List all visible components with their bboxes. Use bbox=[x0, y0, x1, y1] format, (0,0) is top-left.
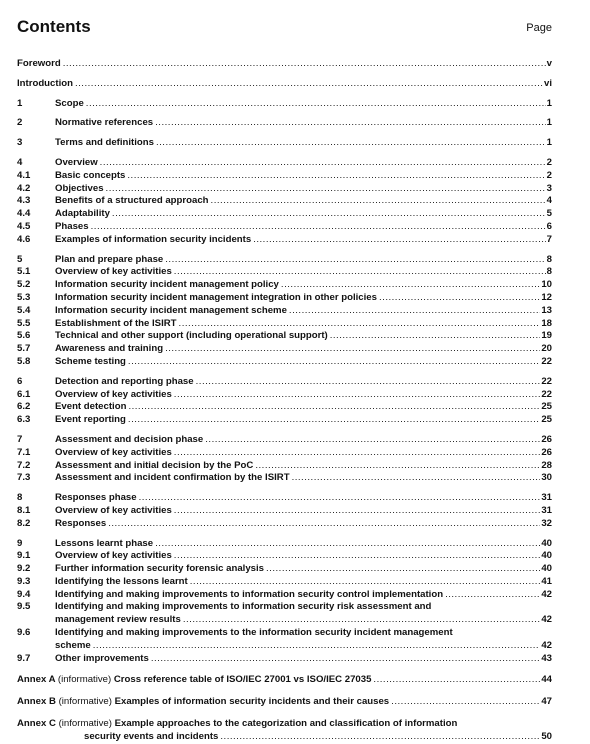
toc-entry-number: 4.4 bbox=[17, 208, 31, 220]
toc-entry-continuation[interactable] bbox=[17, 640, 552, 653]
toc-entry-title: Information security incident management scheme bbox=[55, 304, 287, 316]
toc-entry-number: 9.5 bbox=[17, 601, 31, 613]
toc-annex-entry[interactable] bbox=[17, 696, 552, 709]
dot-leader bbox=[266, 563, 540, 576]
dot-leader bbox=[128, 414, 540, 427]
toc-page-number: 42 bbox=[541, 588, 552, 600]
toc-page-number: 1 bbox=[546, 97, 552, 109]
dot-leader bbox=[91, 221, 546, 234]
toc-page-number: 42 bbox=[541, 639, 552, 651]
toc-entry-number: 6 bbox=[17, 375, 23, 387]
toc-entry-number: 4 bbox=[17, 156, 23, 168]
toc-entry-title: Information security incident management integration in other policies bbox=[55, 291, 377, 303]
toc-entry[interactable] bbox=[17, 58, 552, 71]
toc-page-number: 40 bbox=[541, 563, 552, 575]
toc-entry[interactable] bbox=[17, 318, 552, 331]
toc-page-number: 30 bbox=[541, 472, 552, 484]
toc-page-number: 26 bbox=[541, 446, 552, 458]
toc-entry-title: Plan and prepare phase bbox=[55, 253, 164, 265]
annex-title: Examples of information security incidents and their causes bbox=[114, 696, 390, 708]
toc-annex-entry[interactable] bbox=[17, 718, 552, 731]
dot-leader bbox=[108, 518, 540, 531]
toc-page-number: 8 bbox=[546, 266, 552, 278]
toc-entry[interactable] bbox=[17, 505, 552, 518]
toc-entry-title: Introduction bbox=[17, 77, 73, 89]
page-column-label: Page bbox=[526, 22, 552, 34]
toc-entry[interactable] bbox=[17, 414, 552, 427]
toc-annex-entry[interactable] bbox=[17, 674, 552, 687]
toc-entry-title: Scheme testing bbox=[55, 355, 126, 367]
annex-qualifier: (informative) bbox=[57, 674, 114, 686]
dot-leader bbox=[179, 318, 541, 331]
toc-page-number: 2 bbox=[546, 156, 552, 168]
toc-entry-number: 8 bbox=[17, 492, 23, 504]
toc-entry[interactable] bbox=[17, 279, 552, 292]
toc-entry-number: 4.1 bbox=[17, 169, 31, 181]
toc-entry-title: Assessment and incident confirmation by the ISIRT bbox=[55, 472, 290, 484]
toc-entry-title: Scope bbox=[55, 97, 84, 109]
toc-entry-title: Overview of key activities bbox=[55, 550, 172, 562]
toc-entry[interactable] bbox=[17, 376, 552, 389]
toc-entry[interactable] bbox=[17, 330, 552, 343]
dot-leader bbox=[255, 460, 540, 473]
toc-entry-title: Other improvements bbox=[55, 652, 149, 664]
dot-leader bbox=[196, 376, 541, 389]
toc-entry[interactable] bbox=[17, 183, 552, 196]
toc-entry-number: 5.6 bbox=[17, 330, 31, 342]
annex-label: Annex C bbox=[17, 718, 59, 730]
toc-entry-title: Identifying and making improvements to the information security incident management bbox=[55, 627, 453, 639]
toc-entry-title: Assessment and decision phase bbox=[55, 433, 204, 445]
toc-entry[interactable] bbox=[17, 627, 552, 640]
toc-page-number: 3 bbox=[546, 182, 552, 194]
annex-title: Cross reference table of ISO/IEC 27001 vs ISO/IEC 27035 bbox=[113, 674, 372, 686]
dot-leader bbox=[445, 589, 540, 602]
toc-entry-title: Objectives bbox=[55, 182, 104, 194]
toc-entry[interactable] bbox=[17, 343, 552, 356]
dot-leader bbox=[379, 292, 540, 305]
page-title: Contents bbox=[17, 17, 91, 36]
toc-entry-title bbox=[17, 696, 389, 709]
dot-leader bbox=[75, 78, 543, 91]
toc-page-number: 47 bbox=[541, 696, 552, 708]
toc-entry-number: 5.2 bbox=[17, 279, 31, 291]
toc-entry[interactable] bbox=[17, 601, 552, 614]
toc-entry-number: 9 bbox=[17, 537, 23, 549]
toc-entry-number: 7.1 bbox=[17, 446, 31, 458]
toc-entry[interactable] bbox=[17, 538, 552, 551]
toc-page-number: 31 bbox=[541, 492, 552, 504]
dot-leader bbox=[128, 356, 540, 369]
toc-page-number: 12 bbox=[541, 291, 552, 303]
toc-entry-title: Overview of key activities bbox=[55, 504, 172, 516]
dot-leader bbox=[93, 640, 541, 653]
toc-entry[interactable] bbox=[17, 208, 552, 221]
toc-entry-number: 4.2 bbox=[17, 182, 31, 194]
toc-page-number: 6 bbox=[546, 220, 552, 232]
dot-leader bbox=[330, 330, 541, 343]
toc-entry-number: 3 bbox=[17, 137, 23, 149]
toc-entry-title bbox=[17, 718, 457, 731]
toc-entry-number: 8.2 bbox=[17, 517, 31, 529]
dot-leader bbox=[165, 254, 545, 267]
toc-entry-number: 9.3 bbox=[17, 575, 31, 587]
dot-leader bbox=[183, 614, 540, 627]
dot-leader bbox=[174, 389, 541, 402]
table-of-contents bbox=[17, 58, 552, 744]
toc-entry-number: 1 bbox=[17, 97, 23, 109]
toc-entry[interactable] bbox=[17, 157, 552, 170]
annex-qualifier: (informative) bbox=[58, 718, 115, 730]
toc-page-number: v bbox=[546, 58, 552, 69]
toc-page-number: 13 bbox=[541, 304, 552, 316]
toc-entry-number: 9.2 bbox=[17, 563, 31, 575]
dot-leader bbox=[127, 170, 545, 183]
toc-page-number: 8 bbox=[546, 253, 552, 265]
dot-leader bbox=[174, 505, 541, 518]
toc-entry-number: 9.1 bbox=[17, 550, 31, 562]
toc-entry-continuation[interactable] bbox=[17, 614, 552, 627]
dot-leader bbox=[86, 98, 546, 111]
toc-entry-number: 9.6 bbox=[17, 627, 31, 639]
dot-leader bbox=[112, 208, 546, 221]
toc-entry-title: Lessons learnt phase bbox=[55, 537, 154, 549]
dot-leader bbox=[391, 696, 540, 709]
dot-leader bbox=[174, 266, 546, 279]
toc-page-number: 25 bbox=[541, 401, 552, 413]
toc-entry-number: 9.4 bbox=[17, 588, 31, 600]
toc-page-number: 50 bbox=[541, 730, 552, 742]
toc-entry-title: Further information security forensic analysis bbox=[55, 563, 264, 575]
dot-leader bbox=[205, 434, 540, 447]
toc-entry-title: Assessment and initial decision by the PoC bbox=[55, 459, 254, 471]
toc-entry-number: 7.3 bbox=[17, 472, 31, 484]
toc-entry-title: Overview bbox=[55, 156, 98, 168]
toc-entry-title: Event reporting bbox=[55, 414, 126, 426]
toc-entry[interactable] bbox=[17, 472, 552, 485]
toc-entry[interactable] bbox=[17, 492, 552, 505]
toc-entry-number: 6.1 bbox=[17, 388, 31, 400]
dot-leader bbox=[155, 117, 546, 130]
toc-page-number: 10 bbox=[541, 279, 552, 291]
toc-entry-title: Awareness and training bbox=[55, 343, 164, 355]
annex-title: Example approaches to the categorization and classification of information bbox=[114, 718, 458, 730]
toc-page-number: 1 bbox=[546, 137, 552, 149]
dot-leader bbox=[174, 447, 541, 460]
toc-entry[interactable] bbox=[17, 137, 552, 150]
toc-page-number: 1 bbox=[546, 117, 552, 129]
toc-entry-number: 2 bbox=[17, 117, 23, 129]
dot-leader bbox=[128, 401, 540, 414]
toc-entry-title: Identifying and making improvements to information security control implementation bbox=[55, 588, 444, 600]
toc-page-number: 22 bbox=[541, 355, 552, 367]
dot-leader bbox=[165, 343, 540, 356]
toc-entry-number: 6.2 bbox=[17, 401, 31, 413]
dot-leader bbox=[151, 653, 540, 666]
toc-page-number: 19 bbox=[541, 330, 552, 342]
toc-entry-title: Overview of key activities bbox=[55, 266, 172, 278]
dot-leader bbox=[63, 58, 546, 71]
toc-entry-number: 4.5 bbox=[17, 220, 31, 232]
toc-page-number: 44 bbox=[541, 674, 552, 686]
toc-entry-title: Identifying the lessons learnt bbox=[55, 575, 188, 587]
toc-entry[interactable] bbox=[17, 518, 552, 531]
toc-entry-number: 5.5 bbox=[17, 317, 31, 329]
toc-entry-title bbox=[17, 674, 371, 687]
toc-page-number: 7 bbox=[546, 233, 552, 245]
toc-entry-title: Overview of key activities bbox=[55, 388, 172, 400]
toc-entry-number: 5.7 bbox=[17, 343, 31, 355]
toc-entry[interactable] bbox=[17, 589, 552, 602]
toc-entry[interactable] bbox=[17, 563, 552, 576]
toc-entry[interactable] bbox=[17, 254, 552, 267]
toc-entry[interactable] bbox=[17, 221, 552, 234]
toc-page-number: 22 bbox=[541, 375, 552, 387]
toc-entry-title: Establishment of the ISIRT bbox=[55, 317, 177, 329]
toc-page-number: 25 bbox=[541, 414, 552, 426]
toc-entry-number: 8.1 bbox=[17, 504, 31, 516]
toc-entry-title: Normative references bbox=[55, 117, 154, 129]
toc-entry-title: Examples of information security incidents bbox=[55, 233, 252, 245]
toc-entry-continuation[interactable] bbox=[17, 731, 552, 744]
dot-leader bbox=[100, 157, 546, 170]
dot-leader bbox=[373, 674, 540, 687]
toc-page-number: vi bbox=[543, 77, 552, 89]
dot-leader bbox=[155, 538, 540, 551]
toc-page-number: 22 bbox=[541, 388, 552, 400]
toc-page-number: 40 bbox=[541, 550, 552, 562]
toc-entry-number: 7 bbox=[17, 433, 23, 445]
toc-entry-title: Detection and reporting phase bbox=[55, 375, 194, 387]
toc-entry-number: 5 bbox=[17, 253, 23, 265]
toc-entry-title: Benefits of a structured approach bbox=[55, 195, 209, 207]
toc-entry-title: Responses phase bbox=[55, 492, 137, 504]
toc-entry-title: Foreword bbox=[17, 58, 61, 69]
toc-entry-title: Phases bbox=[55, 220, 89, 232]
toc-entry-title-continued: scheme bbox=[55, 639, 91, 651]
toc-entry[interactable] bbox=[17, 78, 552, 91]
dot-leader bbox=[190, 576, 541, 589]
toc-entry[interactable] bbox=[17, 389, 552, 402]
dot-leader bbox=[139, 492, 541, 505]
toc-page-number: 28 bbox=[541, 459, 552, 471]
toc-entry[interactable] bbox=[17, 460, 552, 473]
toc-entry[interactable] bbox=[17, 170, 552, 183]
toc-entry-title-continued: management review results bbox=[55, 614, 181, 626]
toc-entry[interactable] bbox=[17, 305, 552, 318]
toc-entry-number: 4.3 bbox=[17, 195, 31, 207]
toc-entry-number: 5.4 bbox=[17, 304, 31, 316]
toc-entry[interactable] bbox=[17, 434, 552, 447]
toc-entry[interactable] bbox=[17, 266, 552, 279]
toc-entry[interactable] bbox=[17, 117, 552, 130]
toc-page-number: 18 bbox=[541, 317, 552, 329]
toc-entry-title: Responses bbox=[55, 517, 107, 529]
toc-page-number: 32 bbox=[541, 517, 552, 529]
dot-leader bbox=[156, 137, 546, 150]
toc-entry-title: Basic concepts bbox=[55, 169, 126, 181]
toc-entry-number: 7.2 bbox=[17, 459, 31, 471]
dot-leader bbox=[281, 279, 540, 292]
toc-entry-number: 6.3 bbox=[17, 414, 31, 426]
dot-leader bbox=[220, 731, 540, 744]
annex-qualifier: (informative) bbox=[58, 696, 115, 708]
toc-page-number: 40 bbox=[541, 537, 552, 549]
toc-entry[interactable] bbox=[17, 234, 552, 247]
toc-page-number: 41 bbox=[541, 575, 552, 587]
toc-page-number: 20 bbox=[541, 343, 552, 355]
toc-entry[interactable] bbox=[17, 550, 552, 563]
toc-entry[interactable] bbox=[17, 653, 552, 666]
toc-entry-title: Identifying and making improvements to information security risk assessment and bbox=[55, 601, 432, 613]
toc-page-number: 2 bbox=[546, 169, 552, 181]
toc-entry-title: Technical and other support (including operational support) bbox=[55, 330, 328, 342]
dot-leader bbox=[292, 472, 541, 485]
dot-leader bbox=[211, 195, 546, 208]
toc-entry-number: 5.1 bbox=[17, 266, 31, 278]
toc-entry[interactable] bbox=[17, 401, 552, 414]
dot-leader bbox=[289, 305, 540, 318]
dot-leader bbox=[253, 234, 545, 247]
dot-leader bbox=[106, 183, 546, 196]
toc-entry-title: Information security incident management policy bbox=[55, 279, 279, 291]
toc-page-number: 31 bbox=[541, 504, 552, 516]
toc-entry-title-continued: security events and incidents bbox=[84, 730, 219, 742]
toc-entry-number: 5.8 bbox=[17, 355, 31, 367]
toc-entry-title: Terms and definitions bbox=[55, 137, 154, 149]
toc-page-number: 4 bbox=[546, 195, 552, 207]
annex-label: Annex A bbox=[17, 674, 58, 686]
toc-page-number: 42 bbox=[541, 614, 552, 626]
toc-entry-number: 4.6 bbox=[17, 233, 31, 245]
toc-page-number: 43 bbox=[541, 652, 552, 664]
toc-page-number: 26 bbox=[541, 433, 552, 445]
dot-leader bbox=[174, 550, 541, 563]
toc-entry[interactable] bbox=[17, 195, 552, 208]
toc-entry-number: 5.3 bbox=[17, 291, 31, 303]
toc-entry[interactable] bbox=[17, 98, 552, 111]
annex-label: Annex B bbox=[17, 696, 59, 708]
toc-entry[interactable] bbox=[17, 576, 552, 589]
toc-entry[interactable] bbox=[17, 356, 552, 369]
toc-entry-title: Overview of key activities bbox=[55, 446, 172, 458]
toc-entry-title: Adaptability bbox=[55, 208, 110, 220]
toc-entry-number: 9.7 bbox=[17, 652, 31, 664]
toc-entry[interactable] bbox=[17, 447, 552, 460]
toc-page-number: 5 bbox=[546, 208, 552, 220]
toc-entry-title: Event detection bbox=[55, 401, 127, 413]
toc-entry[interactable] bbox=[17, 292, 552, 305]
